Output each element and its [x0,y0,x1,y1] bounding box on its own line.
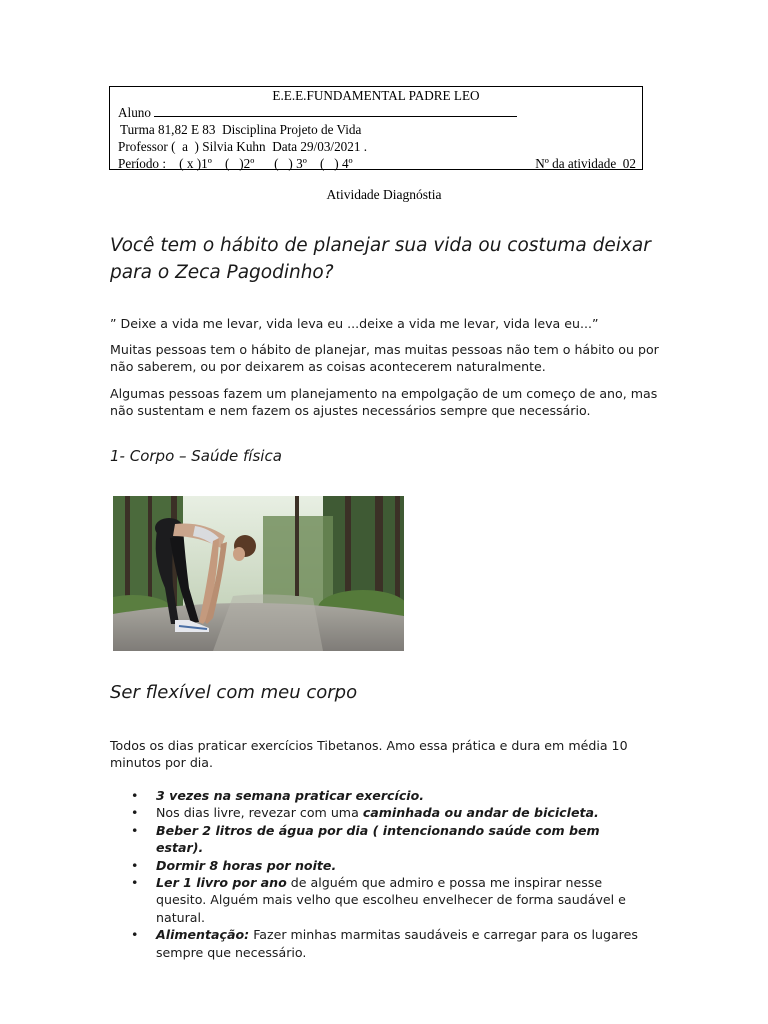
bullet-text: Dormir 8 horas por noite. [156,857,337,873]
periodo-row [110,155,642,172]
paragraph-3: Todos os dias praticar exercícios Tibetanos. Amo essa prática e dura em média 10 minutos por dia. [110,738,628,770]
bullet-dot: • [131,875,139,891]
bullet-text: Nos dias livre, revezar com uma [156,805,363,821]
bullet-text: Fazer minhas marmitas saudáveis e carregar para os lugares sempre que necessário. [156,927,638,960]
bullet-emphasis: caminhada ou andar de bicicleta. [362,805,599,821]
bullet-text: Beber 2 litros de água por dia ( intencionando saúde com bem estar). [156,822,600,856]
aluno-blank [154,104,517,117]
bullet-dot: • [131,788,139,803]
atividade-number: Nº da atividade 02 [535,156,636,171]
bullet-text: 3 vezes na semana praticar exercício. [156,788,425,803]
stretching-photo [113,496,404,651]
bullet-dot: • [131,822,139,838]
quote-text: ” Deixe a vida me levar, vida leva eu ...deixe a vida me levar, vida leva eu...” [110,316,599,331]
list-item [110,857,650,874]
flex-heading: Ser flexível com meu corpo [110,682,358,703]
bullet-dot: • [131,857,139,873]
bullet-dot: • [131,927,139,943]
paragraph-1: Muitas pessoas tem o hábito de planejar, mas muitas pessoas não tem o hábito ou por não saberem, ou por deixarem as coisas acontecerem naturalmente. [110,342,659,374]
turma-line: Turma 81,82 E 83 Disciplina Projeto de Vida [120,122,362,137]
activity-subtitle: Atividade Diagnóstia [326,187,442,202]
list-item [110,874,650,926]
habits-list [110,787,650,961]
header-box [109,86,643,170]
aluno-label: Aluno [118,105,151,120]
question-title: Você tem o hábito de planejar sua vida ou costuma deixar para o Zeca Pagodinho? [110,235,651,283]
professor-line: Professor ( a ) Silvia Kuhn Data 29/03/2021 . [118,139,368,154]
aluno-line [110,104,642,121]
bullet-emphasis: Alimentação: [156,927,250,943]
section-heading-corpo: 1- Corpo – Saúde física [110,447,282,465]
list-item [110,787,650,804]
list-item [110,822,650,857]
school-name: E.E.E.FUNDAMENTAL PADRE LEO [272,88,480,103]
paragraph-2: Algumas pessoas fazem um planejamento na empolgação de um começo de ano, mas não sustentam e nem fazem os ajustes necessários sempre que necessário. [110,386,658,418]
bullet-text: de alguém que admiro e possa me inspirar nesse quesito. Alguém mais velho que escolheu envelhecer de forma saudável e natural. [156,875,626,925]
list-item [110,804,650,821]
bullet-emphasis: Ler 1 livro por ano [156,875,287,891]
periodo-line: Período : ( x )1º ( )2º ( ) 3º ( ) 4º [118,156,353,171]
bullet-dot: • [131,805,139,821]
list-item [110,926,650,961]
